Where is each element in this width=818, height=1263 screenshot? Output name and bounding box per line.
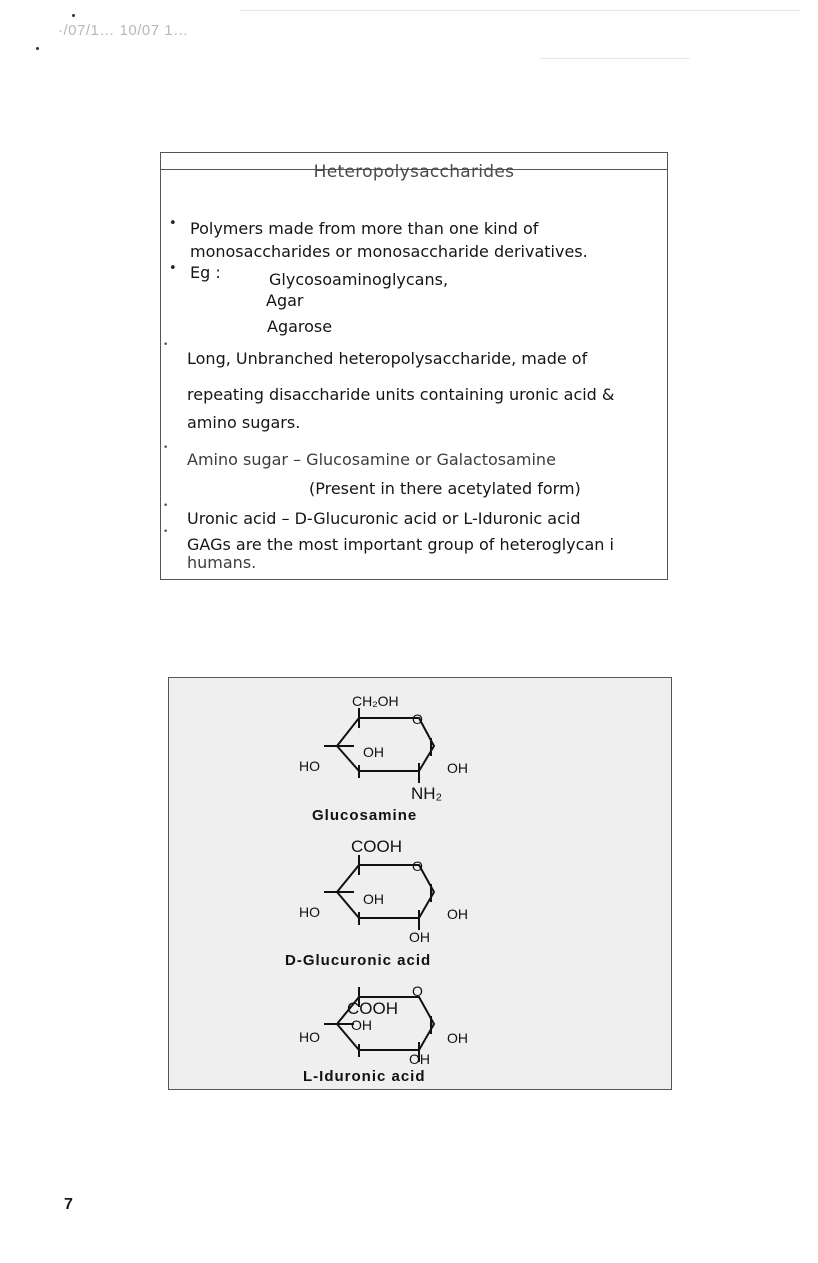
acetylated-note: (Present in there acetylated form) — [309, 479, 581, 498]
heteropolysaccharides-slide — [160, 152, 668, 580]
example-label: Eg : — [190, 263, 221, 282]
bullet-icon: • — [163, 443, 169, 453]
l-iduronic-right-group: OH — [447, 1030, 468, 1046]
scan-mark — [72, 14, 75, 17]
glucosamine-ring-oxygen: O — [412, 711, 423, 727]
l-iduronic-ring-oxygen: O — [412, 983, 423, 999]
glucosamine-right-group: OH — [447, 760, 468, 776]
d-glucuronic-label: D-Glucuronic acid — [285, 952, 432, 969]
example-glycosoaminoglycans: Glycosoaminoglycans, — [269, 270, 449, 289]
l-iduronic-inner-group: OH — [351, 1017, 372, 1033]
bullet-icon: • — [163, 340, 169, 350]
page-number: 7 — [64, 1196, 73, 1213]
scan-line — [240, 10, 800, 11]
d-glucuronic-inner-group: OH — [363, 891, 384, 907]
gag-description-line-1: Long, Unbranched heteropolysaccharide, made of — [187, 349, 588, 368]
d-glucuronic-top-group: COOH — [351, 837, 402, 856]
amino-sugar-line: Amino sugar – Glucosamine or Galactosamine — [187, 450, 556, 469]
gag-importance-line-2: humans. — [187, 553, 257, 572]
scan-mark — [36, 47, 39, 50]
slide-title: Heteropolysaccharides — [313, 162, 515, 182]
d-glucuronic-right-group: OH — [447, 906, 468, 922]
bullet-icon: • — [163, 527, 169, 537]
ring-structures-drawing — [169, 678, 673, 1091]
l-iduronic-bottom-group: OH — [409, 1051, 430, 1067]
glucosamine-bottom-group: NH₂ — [411, 784, 443, 803]
gag-importance-line-1: GAGs are the most important group of heteroglycan i — [187, 535, 614, 554]
l-iduronic-label: L-Iduronic acid — [303, 1068, 426, 1085]
uronic-acid-line: Uronic acid – D-Glucuronic acid or L-Iduronic acid — [187, 509, 581, 528]
d-glucuronic-ring-oxygen: O — [412, 858, 423, 874]
glucosamine-left-group: HO — [299, 758, 320, 774]
scan-line — [540, 58, 690, 59]
definition-line-2: monosaccharides or monosaccharide derivatives. — [190, 242, 588, 261]
glucosamine-inner-group: OH — [363, 744, 384, 760]
d-glucuronic-left-group: HO — [299, 904, 320, 920]
gag-description-line-2: repeating disaccharide units containing uronic acid & — [187, 385, 615, 404]
glucosamine-label: Glucosamine — [312, 807, 418, 824]
d-glucuronic-bottom-group: OH — [409, 929, 430, 945]
structures-slide — [168, 677, 672, 1090]
l-iduronic-inner-cooh: COOH — [347, 999, 398, 1018]
header-stamp: ·/07/1… 10/07 1… — [58, 22, 189, 39]
bullet-icon: • — [163, 501, 169, 511]
example-agar: Agar — [266, 291, 304, 310]
example-agarose: Agarose — [267, 317, 333, 336]
gag-description-line-3: amino sugars. — [187, 413, 301, 432]
definition-line-1: Polymers made from more than one kind of — [190, 219, 539, 238]
bullet-icon: • — [169, 261, 177, 276]
bullet-icon: • — [169, 216, 177, 231]
glucosamine-top-group: CH₂OH — [352, 693, 399, 709]
l-iduronic-left-group: HO — [299, 1029, 320, 1045]
